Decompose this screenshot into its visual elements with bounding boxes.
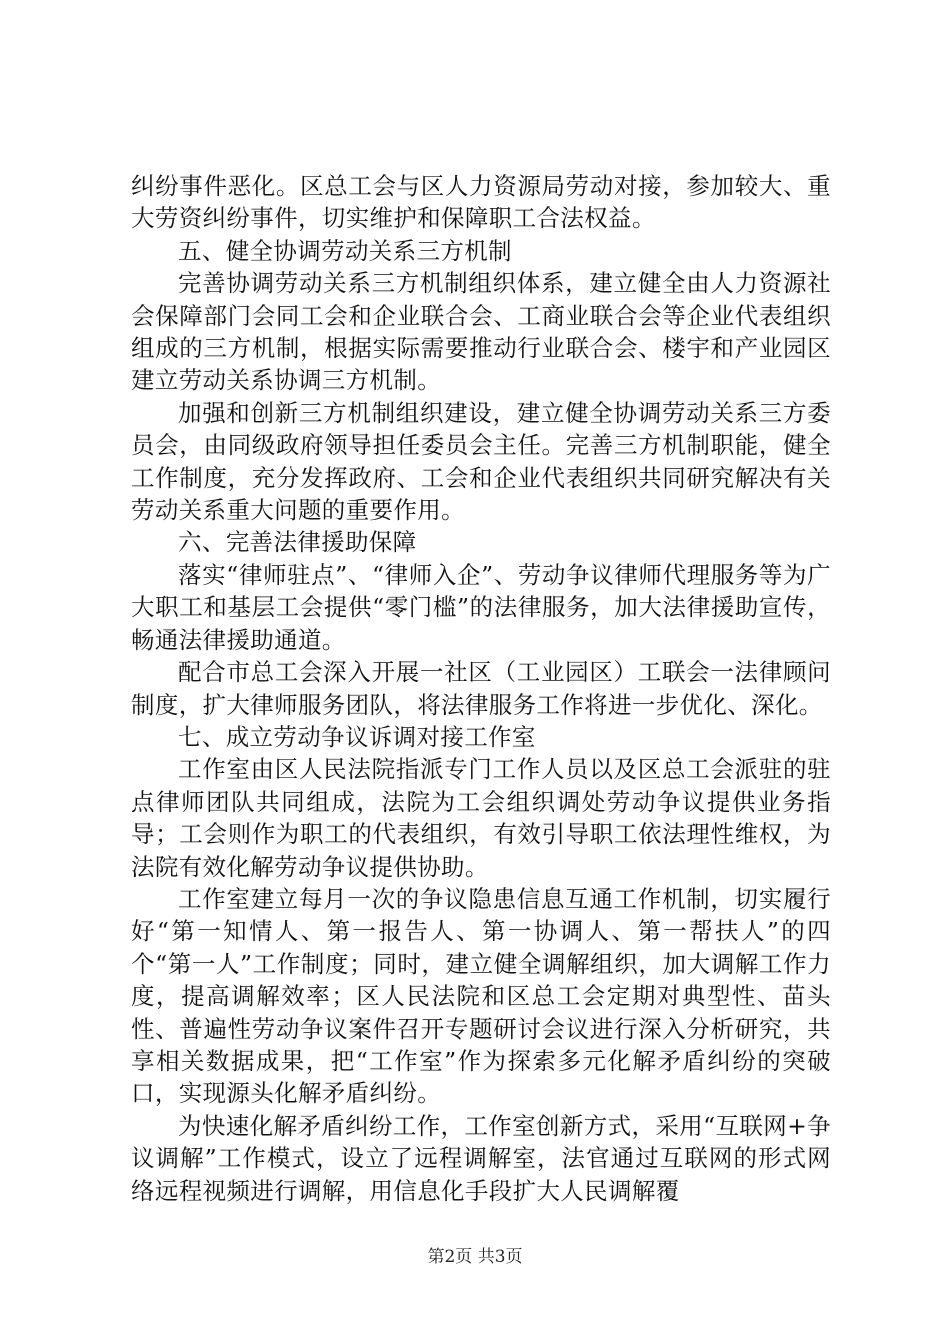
paragraph-continued: 纠纷事件恶化。区总工会与区人力资源局劳动对接，参加较大、重大劳资纠纷事件，切实维护和保障职工合法权益。 — [131, 172, 831, 233]
paragraph: 完善协调劳动关系三方机制组织体系，建立健全由人力资源社会保障部门会同工会和企业联合会、工商业联合会等企业代表组织组成的三方机制，根据实际需要推动行业联合会、楼宇和产业园区建立劳动关系协调三方机制。 — [131, 269, 831, 395]
page-footer: 第2页 共3页 — [427, 1247, 523, 1267]
document-body — [131, 170, 831, 1207]
section-heading-6: 六、完善法律援助保障 — [178, 528, 417, 557]
paragraph: 为快速化解矛盾纠纷工作，工作室创新方式，采用“互联网+争议调解”工作模式，设立了远程调解室，法官通过互联网的形式网络远程视频进行调解，用信息化手段扩大人民调解覆 — [131, 1111, 831, 1205]
section-heading-5: 五、健全协调劳动关系三方机制 — [178, 236, 512, 265]
paragraph: 加强和创新三方机制组织建设，建立健全协调劳动关系三方委员会，由同级政府领导担任委员会主任。完善三方机制职能，健全工作制度，充分发挥政府、工会和企业代表组织共同研究解决有关劳动关系重大问题的重要作用。 — [131, 398, 831, 525]
paragraph: 配合市总工会深入开展一社区（工业园区）工联会一法律顾问制度，扩大律师服务团队，将法律服务工作将进一步优化、深化。 — [131, 658, 831, 719]
paragraph: 落实“律师驻点”、“律师入企”、劳动争议律师代理服务等为广大职工和基层工会提供“零门槛”的法律服务，加大法律援助宣传，畅通法律援助通道。 — [131, 560, 831, 654]
paragraph: 工作室建立每月一次的争议隐患信息互通工作机制，切实履行好“第一知情人、第一报告人、第一协调人、第一帮扶人”的四个“第一人”工作制度；同时，建立健全调解组织，加大调解工作力度，提高调解效率；区人民法院和区总工会定期对典型性、苗头性、普遍性劳动争议案件召开专题研讨会议进行深入分析研究，共享相关数据成果，把“工作室”作为探索多元化解矛盾纠纷的突破口，实现源头化解矛盾纠纷。 — [131, 884, 831, 1108]
section-heading-7: 七、成立劳动争议诉调对接工作室 — [178, 722, 536, 751]
paragraph: 工作室由区人民法院指派专门工作人员以及区总工会派驻的驻点律师团队共同组成，法院为工会组织调处劳动争议提供业务指导；工会则作为职工的代表组织，有效引导职工依法理性维权，为法院有效化解劳动争议提供协助。 — [131, 755, 831, 881]
